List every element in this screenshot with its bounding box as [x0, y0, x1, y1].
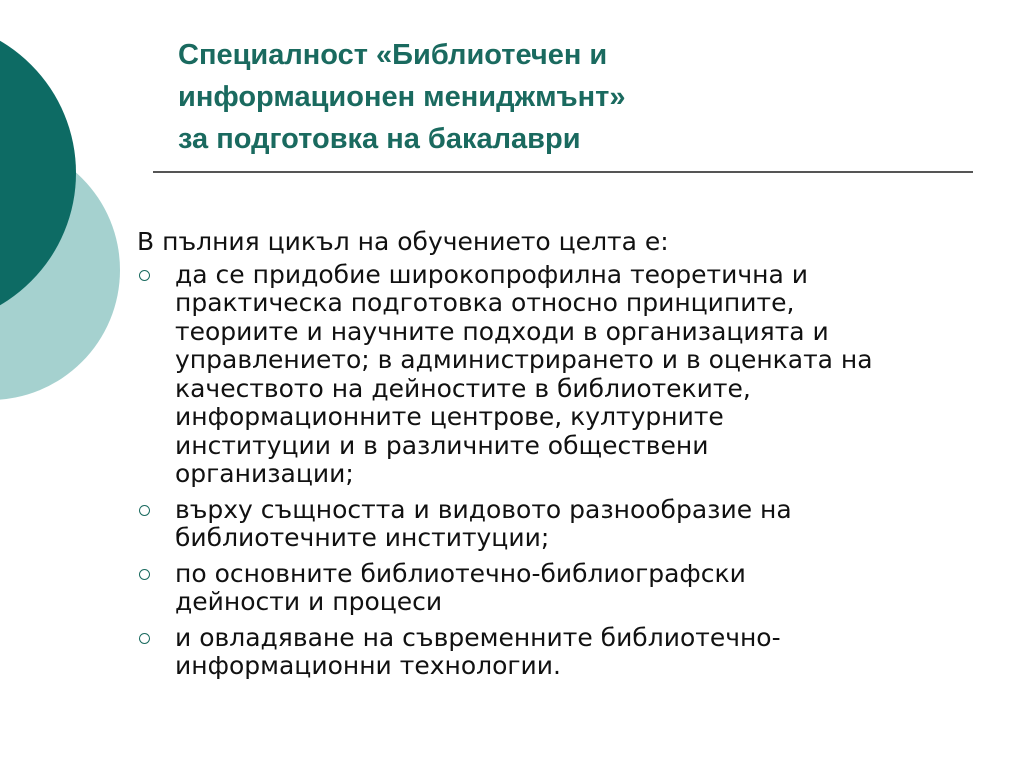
bullet-text-line: качеството на дейностите в библиотеките,: [175, 373, 751, 403]
bullet-item: [137, 624, 1012, 681]
hollow-circle-bullet-icon: [139, 569, 150, 580]
hollow-circle-bullet-icon: [139, 270, 150, 281]
slide-title-line: Специалност «Библиотечен и: [178, 39, 608, 71]
bullet-item: [137, 261, 1012, 489]
bullet-item: [137, 560, 1012, 617]
bullet-text-line: институции и в различните обществени: [175, 430, 709, 460]
bullet-text-line: библиотечните институции;: [175, 523, 550, 552]
bullet-text-line: информационни технологии.: [175, 651, 561, 680]
bullet-text-line: по основните библиотечно-библиографски: [175, 558, 746, 588]
bullet-text-line: организации;: [175, 459, 354, 488]
slide-title-line: информационен мениджмънт»: [178, 81, 626, 113]
bullet-text-line: върху същността и видовото разнообразие на: [175, 494, 792, 524]
bullet-text-line: теориите и научните подходи в организацията и: [175, 316, 829, 346]
bullet-list: [137, 261, 1012, 681]
intro-text: В пълния цикъл на обучението целта е:: [137, 227, 669, 256]
slide-title-line: за подготовка на бакалаври: [178, 123, 581, 155]
slide-body: [137, 228, 1012, 688]
title-divider: [153, 171, 973, 173]
slide-title: [178, 34, 938, 160]
bullet-text-line: информационните центрове, културните: [175, 402, 724, 431]
bullet-text-line: управлението; в администрирането и в оценката на: [175, 345, 873, 374]
bullet-text-line: дейности и процеси: [175, 587, 443, 616]
bullet-text-line: и овладяване на съвременните библиотечно-: [175, 622, 781, 652]
bullet-text-line: да се придобие широкопрофилна теоретична и: [175, 259, 808, 289]
bullet-item: [137, 496, 1012, 553]
bullet-text-line: практическа подготовка относно принципите,: [175, 288, 795, 317]
hollow-circle-bullet-icon: [139, 633, 150, 644]
hollow-circle-bullet-icon: [139, 505, 150, 516]
